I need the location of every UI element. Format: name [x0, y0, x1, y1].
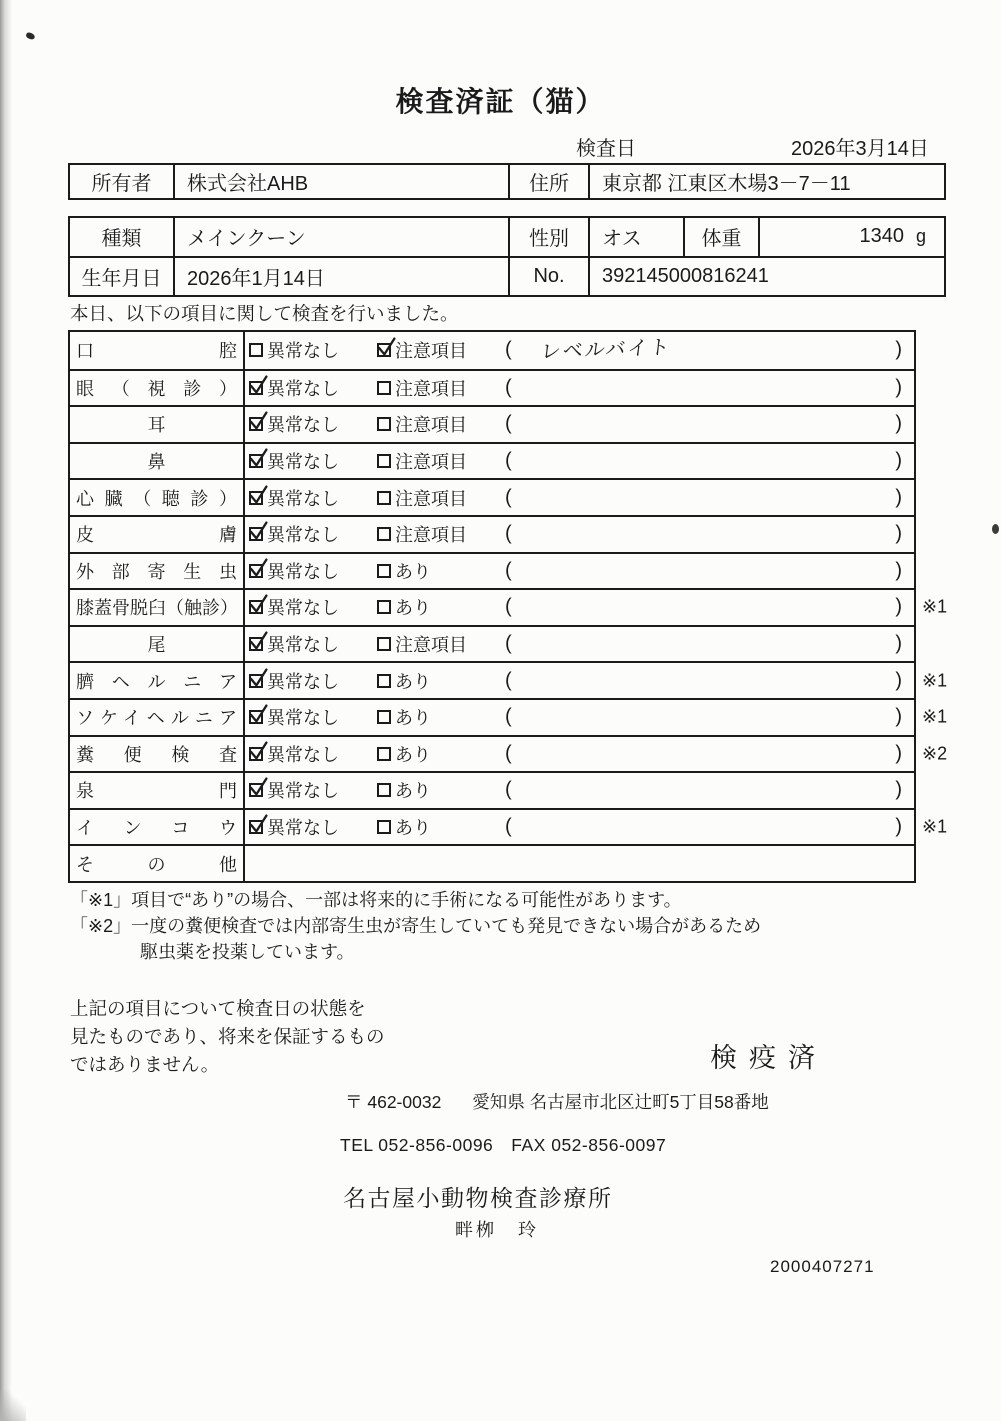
- inspection-option-label: あり: [395, 598, 431, 619]
- inspection-item-name-cell: [70, 700, 245, 735]
- checkmark-icon: [248, 594, 269, 615]
- inspection-row: [70, 625, 914, 662]
- inspection-item-name: 皮膚: [76, 525, 237, 546]
- result-paren-close: ): [895, 376, 902, 399]
- inspection-option-label: 注意項目: [395, 525, 467, 546]
- inspection-item-content: [245, 663, 914, 698]
- inspection-item-name: 心臓（聴診）: [76, 488, 237, 509]
- inspection-item-name-cell: [70, 332, 245, 369]
- inspection-option-opt2: [377, 375, 467, 401]
- inspection-row: [70, 844, 914, 881]
- inspection-item-content: [245, 810, 914, 845]
- inspection-option-label: あり: [395, 744, 431, 765]
- inspection-option-opt2: [377, 558, 431, 584]
- inspection-item-content: [245, 846, 914, 881]
- checked-checkbox: [249, 417, 263, 431]
- unchecked-checkbox: [377, 674, 391, 688]
- disclaimer-line: 見たものであり、将来を保証するもの: [70, 1026, 385, 1047]
- inspection-item-name-cell: [70, 663, 245, 698]
- inspection-item-name: 臍ヘルニア: [76, 671, 237, 692]
- breed-value: メインクーン: [175, 218, 510, 256]
- result-paren-open: (: [505, 632, 512, 655]
- inspection-item-name-cell: [70, 554, 245, 589]
- checkmark-icon: [248, 741, 269, 762]
- result-paren-open: (: [505, 338, 512, 361]
- footnote-reference-mark: ※1: [922, 816, 948, 837]
- result-paren-open: (: [505, 742, 512, 765]
- disclaimer-line: ではありません。: [70, 1054, 220, 1075]
- inspection-option-opt1: [249, 558, 339, 584]
- inspection-item-name-cell: [70, 627, 245, 662]
- result-paren-close: ): [895, 522, 902, 545]
- checkmark-icon: [376, 337, 397, 358]
- inspection-option-label: 異常なし: [267, 488, 339, 509]
- result-paren-open: (: [505, 522, 512, 545]
- disclaimer-text: [70, 995, 385, 1079]
- inspection-item-name-cell: [70, 773, 245, 808]
- inspection-item-name-cell: [70, 444, 245, 479]
- result-paren-close: ): [895, 449, 902, 472]
- inspection-option-opt1: [249, 668, 339, 694]
- inspection-option-opt1: [249, 594, 339, 620]
- page-title: 検査済証（猫）: [395, 86, 606, 117]
- inspection-option-label: 異常なし: [267, 452, 339, 473]
- result-paren-open: (: [505, 412, 512, 435]
- checked-checkbox: [249, 710, 263, 724]
- inspection-option-label: 異常なし: [267, 781, 339, 802]
- inspection-item-content: [245, 737, 914, 772]
- checkmark-icon: [248, 668, 269, 689]
- inspection-option-label: 異常なし: [267, 525, 339, 546]
- checkmark-icon: [248, 777, 269, 798]
- footnote-reference-mark: ※2: [922, 743, 948, 764]
- result-paren-open: (: [505, 815, 512, 838]
- scan-corner-shadow: [0, 1389, 26, 1421]
- inspection-option-label: 異常なし: [267, 635, 339, 656]
- unchecked-checkbox: [377, 527, 391, 541]
- handwritten-note: レベルバイト: [539, 336, 673, 364]
- unchecked-checkbox: [377, 454, 391, 468]
- inspection-row: [70, 771, 914, 808]
- inspection-option-opt2: [377, 411, 467, 437]
- unchecked-checkbox: [377, 637, 391, 651]
- result-paren-open: (: [505, 559, 512, 582]
- sex-value: オス: [590, 218, 685, 256]
- inspection-option-opt2: [377, 594, 431, 620]
- inspection-option-label: 注意項目: [395, 635, 467, 656]
- inspection-item-content: [245, 773, 914, 808]
- result-paren-open: (: [505, 449, 512, 472]
- birthdate-label: 生年月日: [70, 258, 175, 296]
- owner-label: 所有者: [70, 165, 175, 198]
- clinic-name: 名古屋小動物検査診療所: [343, 1185, 613, 1211]
- result-paren-close: ): [895, 486, 902, 509]
- inspection-option-label: 異常なし: [267, 671, 339, 692]
- inspection-item-name: 糞便検査: [76, 744, 237, 765]
- result-paren-close: ): [895, 705, 902, 728]
- result-paren-open: (: [505, 705, 512, 728]
- checked-checkbox: [249, 527, 263, 541]
- inspection-option-label: あり: [395, 781, 431, 802]
- scan-artifact-speck: [25, 32, 36, 41]
- unchecked-checkbox: [377, 564, 391, 578]
- inspection-option-opt1: [249, 777, 339, 803]
- result-paren-close: ): [895, 742, 902, 765]
- inspection-item-name: 鼻: [147, 452, 166, 473]
- tel-fax-line: TEL 052-856-0096 FAX 052-856-0097: [340, 1135, 667, 1155]
- intro-text: 本日、以下の項目に関して検査を行いました。: [70, 303, 459, 324]
- footnote-2-continued: 駆虫薬を投薬しています。: [140, 942, 355, 962]
- quarantine-passed-stamp: 検疫済: [710, 1043, 827, 1073]
- result-paren-close: ): [895, 669, 902, 692]
- inspection-item-content: [245, 407, 914, 442]
- inspection-option-opt1: [249, 375, 339, 401]
- checked-checkbox: [249, 637, 263, 651]
- checked-checkbox: [249, 491, 263, 505]
- inspection-item-content: [245, 444, 914, 479]
- checkmark-icon: [248, 558, 269, 579]
- checkmark-icon: [248, 485, 269, 506]
- checked-checkbox: [249, 454, 263, 468]
- inspection-option-label: 異常なし: [267, 744, 339, 765]
- inspection-option-opt2: [377, 814, 431, 840]
- inspection-option-opt1: [249, 337, 339, 363]
- inspection-item-name: 外部寄生虫: [76, 561, 237, 582]
- result-paren-open: (: [505, 669, 512, 692]
- checked-checkbox: [377, 343, 391, 357]
- inspection-option-opt1: [249, 704, 339, 730]
- unchecked-checkbox: [377, 491, 391, 505]
- inspection-option-opt1: [249, 521, 339, 547]
- inspection-option-opt2: [377, 485, 467, 511]
- inspection-option-label: あり: [395, 671, 431, 692]
- inspection-option-opt1: [249, 814, 339, 840]
- inspection-option-opt2: [377, 668, 431, 694]
- result-paren-close: ): [895, 632, 902, 655]
- result-paren-close: ): [895, 778, 902, 801]
- checkmark-icon: [248, 375, 269, 396]
- owner-info-table: [68, 163, 946, 200]
- inspection-option-opt2: [377, 521, 467, 547]
- inspection-option-label: 注意項目: [395, 341, 467, 362]
- checked-checkbox: [249, 564, 263, 578]
- inspection-date-label: 検査日: [576, 138, 636, 160]
- inspection-row: [70, 478, 914, 515]
- checked-checkbox: [249, 381, 263, 395]
- checked-checkbox: [249, 783, 263, 797]
- inspection-option-label: 注意項目: [395, 378, 467, 399]
- footnote-1: 「※1」項目で“あり”の場合、一部は将来的に手術になる可能性があります。: [70, 890, 682, 910]
- address-value: 東京都 江東区木場3－7－11: [602, 173, 851, 195]
- inspection-item-name-cell: [70, 737, 245, 772]
- inspection-item-content: [245, 517, 914, 552]
- checkmark-icon: [248, 448, 269, 469]
- id-number-value: 392145000816241: [602, 264, 769, 287]
- sex-label: 性別: [510, 218, 590, 256]
- unchecked-checkbox: [377, 381, 391, 395]
- footnote-reference-mark: ※1: [922, 706, 948, 727]
- pet-info-row-2: [70, 256, 944, 296]
- scan-artifact-speck: [992, 524, 999, 534]
- inspection-item-name: ソケイヘルニア: [76, 708, 237, 729]
- unchecked-checkbox: [377, 417, 391, 431]
- inspection-item-content: [245, 371, 914, 406]
- inspection-item-name: インコウ: [76, 818, 237, 839]
- checked-checkbox: [249, 674, 263, 688]
- inspection-option-opt2: [377, 777, 431, 803]
- inspection-item-name: 口腔: [76, 341, 237, 362]
- inspection-option-label: 異常なし: [267, 561, 339, 582]
- inspection-option-label: 異常なし: [267, 415, 339, 436]
- checkmark-icon: [248, 631, 269, 652]
- checked-checkbox: [249, 820, 263, 834]
- pet-info-row-1: [70, 218, 944, 256]
- footnote-reference-mark: ※1: [922, 670, 948, 691]
- inspection-row: [70, 698, 948, 735]
- inspection-option-opt2: [377, 337, 467, 363]
- inspection-row: [70, 661, 948, 698]
- examiner-name: 畔栁 玲: [455, 1220, 539, 1240]
- inspection-option-label: あり: [395, 818, 431, 839]
- inspection-item-name: 耳: [147, 415, 166, 436]
- inspection-row: [70, 588, 948, 625]
- unchecked-checkbox: [377, 747, 391, 761]
- inspection-item-name-cell: [70, 810, 245, 845]
- disclaimer-line: 上記の項目について検査日の状態を: [70, 998, 366, 1019]
- weight-unit: g: [915, 226, 926, 247]
- owner-value: 株式会社AHB: [175, 165, 510, 198]
- footnote-2: 「※2」一度の糞便検査では内部寄生虫が寄生していても発見できない場合があるため: [70, 916, 762, 936]
- inspection-option-opt2: [377, 448, 467, 474]
- inspection-item-name: 膝蓋骨脱臼（触診）: [76, 598, 238, 619]
- scan-edge-shadow: [0, 0, 12, 1421]
- serial-number: 2000407271: [770, 1257, 875, 1276]
- inspection-option-label: 異常なし: [267, 708, 339, 729]
- clinic-address-line: [345, 1089, 769, 1114]
- checkmark-icon: [248, 814, 269, 835]
- inspection-item-content: [245, 590, 914, 625]
- inspection-item-content: [245, 627, 914, 662]
- result-paren-open: (: [505, 595, 512, 618]
- inspection-option-opt1: [249, 485, 339, 511]
- clinic-address: 愛知県 名古屋市北区辻町5丁目58番地: [472, 1092, 769, 1112]
- inspection-item-name: その他: [76, 854, 237, 875]
- checked-checkbox: [249, 747, 263, 761]
- inspection-item-name-cell: [70, 480, 245, 515]
- inspection-date-value: 2026年3月14日: [791, 138, 929, 160]
- inspection-option-opt2: [377, 631, 467, 657]
- result-paren-open: (: [505, 778, 512, 801]
- inspection-option-opt1: [249, 631, 339, 657]
- checkmark-icon: [248, 521, 269, 542]
- breed-label: 種類: [70, 218, 175, 256]
- inspection-option-label: 注意項目: [395, 452, 467, 473]
- inspection-item-name: 尾: [147, 635, 166, 656]
- inspection-option-opt2: [377, 704, 431, 730]
- inspection-item-name-cell: [70, 517, 245, 552]
- inspection-option-label: あり: [395, 561, 431, 582]
- checked-checkbox: [249, 600, 263, 614]
- inspection-item-name-cell: [70, 407, 245, 442]
- unchecked-checkbox: [377, 783, 391, 797]
- result-paren-close: ): [895, 595, 902, 618]
- weight-label: 体重: [685, 218, 760, 256]
- inspection-option-label: あり: [395, 708, 431, 729]
- inspection-option-label: 異常なし: [267, 598, 339, 619]
- inspection-item-name-cell: [70, 371, 245, 406]
- result-paren-close: ): [895, 559, 902, 582]
- inspection-item-name: 泉門: [76, 781, 237, 802]
- inspection-item-name: 眼（視診）: [76, 378, 237, 399]
- inspection-row: [70, 332, 914, 369]
- birthdate-value: 2026年1月14日: [175, 258, 510, 296]
- inspection-row: [70, 735, 948, 772]
- id-number-label: No.: [510, 258, 590, 296]
- inspection-option-opt1: [249, 741, 339, 767]
- inspection-table: [68, 330, 948, 883]
- inspection-option-opt2: [377, 741, 431, 767]
- unchecked-checkbox: [377, 600, 391, 614]
- result-paren-close: ): [895, 815, 902, 838]
- inspection-row: [70, 515, 914, 552]
- result-paren-close: ): [895, 338, 902, 361]
- address-label: 住所: [510, 165, 590, 198]
- postal-code: 〒 462-0032: [345, 1092, 442, 1112]
- inspection-row: [70, 442, 914, 479]
- footnote-reference-mark: ※1: [922, 596, 948, 617]
- inspection-row: [70, 552, 914, 589]
- inspection-option-label: 異常なし: [267, 818, 339, 839]
- weight-value: 1340: [859, 225, 904, 248]
- unchecked-checkbox: [377, 710, 391, 724]
- pet-info-table: [68, 216, 946, 297]
- inspection-option-label: 注意項目: [395, 488, 467, 509]
- inspection-option-label: 異常なし: [267, 341, 339, 362]
- unchecked-checkbox: [249, 343, 263, 357]
- weight-cell: [760, 218, 944, 256]
- inspection-row: [70, 405, 914, 442]
- result-paren-close: ): [895, 412, 902, 435]
- inspection-item-name-cell: [70, 590, 245, 625]
- inspection-row: [70, 369, 914, 406]
- inspection-item-content: [245, 554, 914, 589]
- inspection-item-content: [245, 480, 914, 515]
- checkmark-icon: [248, 704, 269, 725]
- result-paren-open: (: [505, 486, 512, 509]
- result-paren-open: (: [505, 376, 512, 399]
- unchecked-checkbox: [377, 820, 391, 834]
- inspection-option-label: 異常なし: [267, 378, 339, 399]
- inspection-item-name-cell: [70, 846, 245, 881]
- inspection-option-label: 注意項目: [395, 415, 467, 436]
- inspection-item-content: [245, 332, 914, 369]
- inspection-option-opt1: [249, 448, 339, 474]
- checkmark-icon: [248, 411, 269, 432]
- inspection-item-content: [245, 700, 914, 735]
- inspection-option-opt1: [249, 411, 339, 437]
- inspection-row: [70, 808, 948, 845]
